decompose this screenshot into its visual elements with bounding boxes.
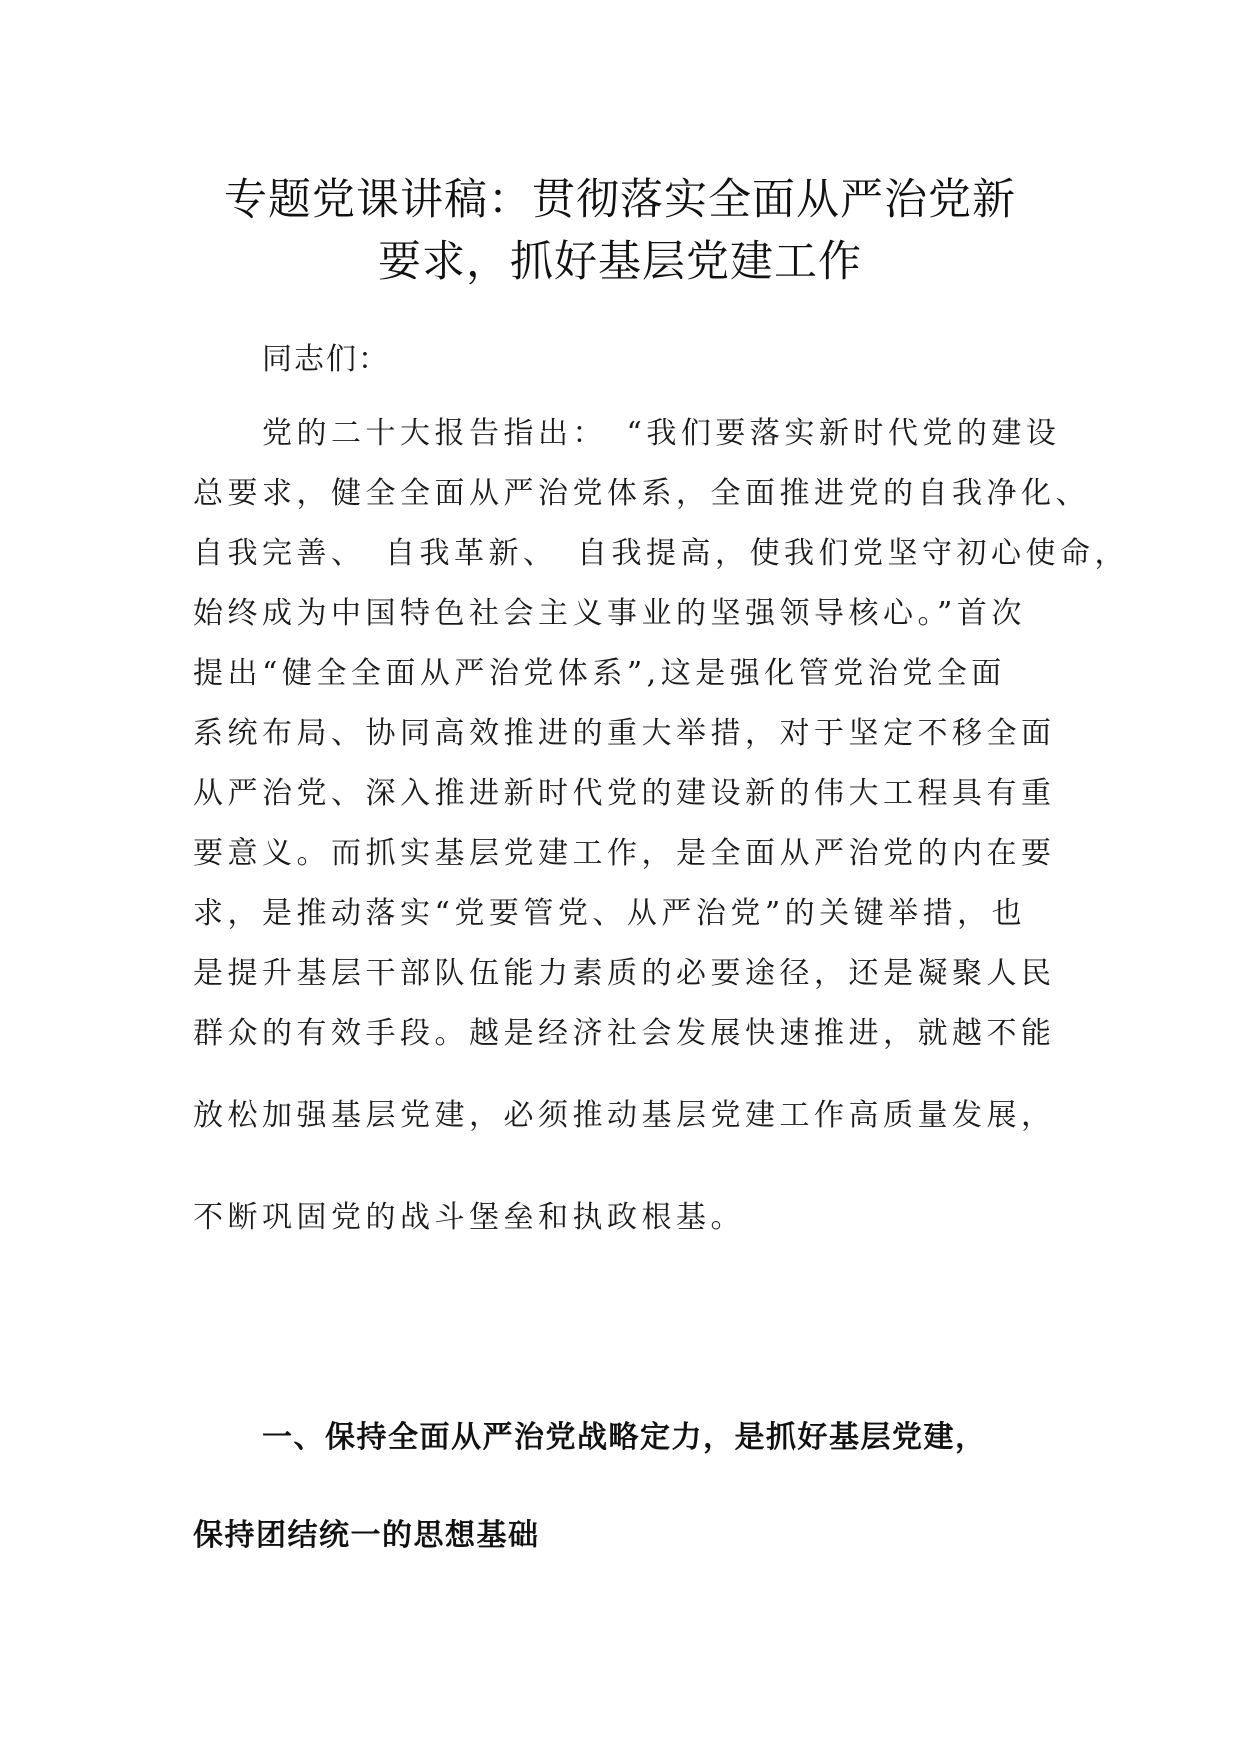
paragraph-line: 总要求，健全全面从严治党体系，全面推进党的自我净化、 — [193, 476, 1090, 511]
paragraph-line: 是提升基层干部队伍能力素质的必要途径，还是凝聚人民 — [193, 956, 1056, 991]
document-title-line-2: 要求，抓好基层党建工作 — [378, 237, 862, 287]
paragraph-line: 始终成为中国特色社会主义事业的坚强领导核心。”首次 — [193, 596, 1026, 631]
paragraph-line: 系统布局、协同高效推进的重大举措，对于坚定不移全面 — [193, 716, 1056, 751]
document-title-line-1: 专题党课讲稿：贯彻落实全面从严治党新 — [224, 175, 1016, 225]
paragraph-line: 从严治党、深入推进新时代党的建设新的伟大工程具有重 — [193, 776, 1056, 811]
salutation: 同志们： — [262, 342, 390, 377]
paragraph-line: 要意义。而抓实基层党建工作，是全面从严治党的内在要 — [193, 836, 1056, 871]
paragraph-line: 不断巩固党的战斗堡垒和执政根基。 — [193, 1200, 745, 1235]
paragraph-line: 放松加强基层党建，必须推动基层党建工作高质量发展， — [193, 1098, 1056, 1133]
paragraph-line: 提出“健全全面从严治党体系”,这是强化管党治党全面 — [193, 656, 1006, 691]
paragraph-line: 群众的有效手段。越是经济社会发展快速推进，就越不能 — [193, 1016, 1056, 1051]
paragraph-line: 党的二十大报告指出： “我们要落实新时代党的建设 — [262, 416, 1061, 451]
section-heading-line-2: 保持团结统一的思想基础 — [193, 1518, 540, 1553]
paragraph-line: 自我完善、 自我革新、 自我提高，使我们党坚守初心使命， — [193, 536, 1129, 571]
section-heading-line-1: 一、保持全面从严治党战略定力，是抓好基层党建， — [262, 1420, 987, 1455]
paragraph-line: 求，是推动落实“党要管党、从严治党”的关键举措，也 — [193, 896, 1027, 931]
